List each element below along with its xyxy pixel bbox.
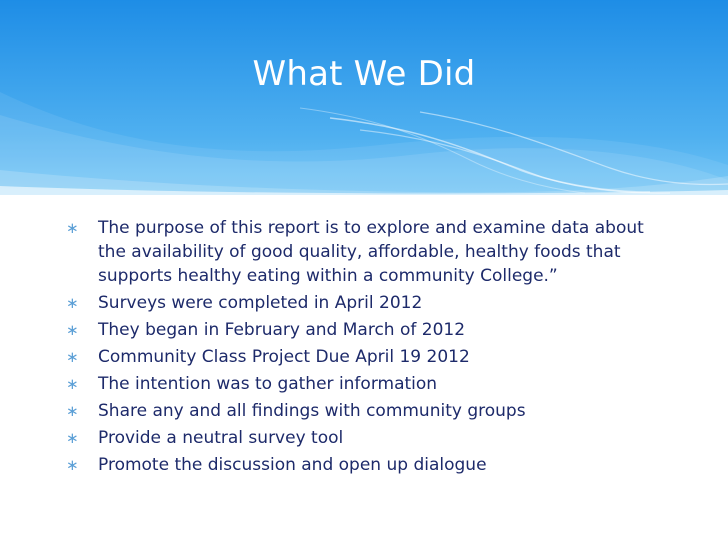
asterisk-bullet-icon: ∗ — [66, 375, 79, 393]
bullet-text: They began in February and March of 2012 — [98, 320, 466, 340]
bullet-text: The purpose of this report is to explore and examine data about the availability of good quality, affordable, healthy foods that supports healthy eating within a community College.” — [98, 218, 644, 286]
bullet-item — [66, 216, 676, 288]
bullet-item — [66, 399, 676, 423]
bullet-item — [66, 318, 676, 342]
bullet-list — [66, 216, 676, 480]
asterisk-bullet-icon: ∗ — [66, 219, 79, 237]
asterisk-bullet-icon: ∗ — [66, 294, 79, 312]
bullet-text: Community Class Project Due April 19 2012 — [98, 347, 470, 367]
bullet-text: Provide a neutral survey tool — [98, 428, 344, 448]
bullet-item — [66, 345, 676, 369]
slide-title: What We Did — [252, 54, 476, 94]
bullet-text: Share any and all findings with community groups — [98, 401, 526, 421]
asterisk-bullet-icon: ∗ — [66, 429, 79, 447]
bullet-text: Promote the discussion and open up dialogue — [98, 455, 487, 475]
bullet-item — [66, 291, 676, 315]
bullet-text: Surveys were completed in April 2012 — [98, 293, 423, 313]
bullet-item — [66, 426, 676, 450]
bullet-item — [66, 372, 676, 396]
bullet-item — [66, 453, 676, 477]
bullet-text: The intention was to gather information — [98, 374, 438, 394]
asterisk-bullet-icon: ∗ — [66, 348, 79, 366]
asterisk-bullet-icon: ∗ — [66, 321, 79, 339]
asterisk-bullet-icon: ∗ — [66, 402, 79, 420]
asterisk-bullet-icon: ∗ — [66, 456, 79, 474]
